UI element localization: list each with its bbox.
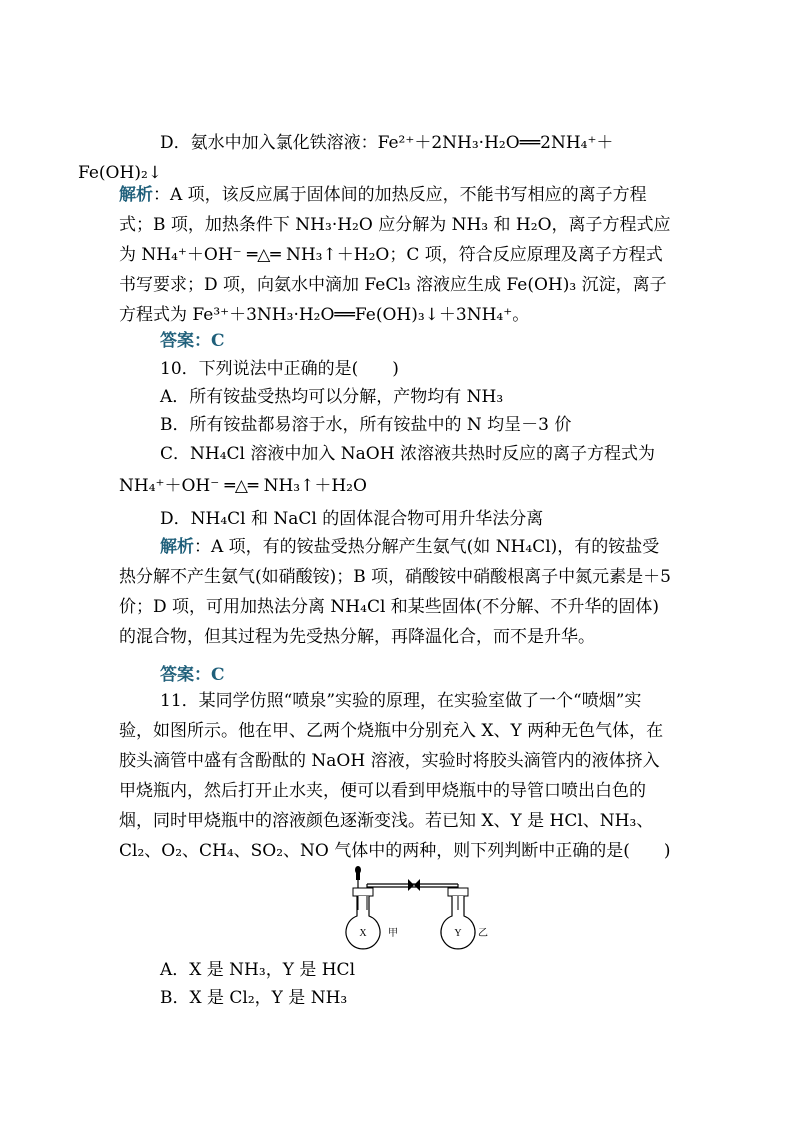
q10-analysis-text: ：A 项，有的铵盐受热分解产生氨气(如 NH₄Cl)，有的铵盐受热分解不产生氨气(如硝酸铵)；B 项，硝酸铵中硝酸根离子中氮元素是＋5 价；D 项，可用加热法分离 NH₄Cl 和某些固体(不分解、不升华的固体)的混合物，但其过程为先受热分解，再降温化合，而不是升华。 bbox=[119, 537, 671, 647]
q10-analysis bbox=[119, 532, 674, 652]
flask-y-label: Y bbox=[454, 928, 462, 939]
q10-stem-text: 10．下列说法中正确的是( ) bbox=[160, 359, 399, 379]
flask-jia-label: 甲 bbox=[388, 928, 398, 939]
q9-analysis-label: 解析 bbox=[119, 185, 153, 205]
q10-option-c-text: C．NH₄Cl 溶液中加入 NaOH 浓溶液共热时反应的离子方程式为 NH₄⁺＋OH⁻ ═△═ NH₃↑＋H₂O bbox=[119, 444, 655, 496]
q11-option-a bbox=[119, 955, 674, 985]
q10-answer-text: 答案：C bbox=[160, 665, 225, 685]
flask-jia-stopper bbox=[353, 888, 373, 896]
q10-option-b bbox=[119, 410, 674, 440]
q9-analysis-block bbox=[119, 150, 674, 330]
q10-analysis-label: 解析 bbox=[160, 537, 194, 557]
q9-answer-text: 答案：C bbox=[160, 331, 225, 351]
q9-option-d-line2: Fe(OH)₂↓ bbox=[78, 163, 163, 183]
q11-option-b-text: B．X 是 Cl₂，Y 是 NH₃ bbox=[160, 988, 348, 1008]
q10-stem bbox=[119, 354, 674, 384]
q11-stem bbox=[119, 686, 674, 866]
q10-option-d-text: D．NH₄Cl 和 NaCl 的固体混合物可用升华法分离 bbox=[160, 509, 544, 529]
q10-option-a-text: A．所有铵盐受热均可以分解，产物均有 NH₃ bbox=[160, 387, 504, 407]
flask-x-label: X bbox=[359, 928, 367, 939]
flask-jia bbox=[346, 896, 380, 949]
clamp-icon bbox=[408, 879, 420, 891]
apparatus-diagram bbox=[340, 866, 500, 954]
q11-stem-text: 11．某同学仿照“喷泉”实验的原理，在实验室做了一个“喷烟”实验，如图所示。他在甲、乙两个烧瓶中分别充入 X、Y 两种无色气体，在胶头滴管中盛有含酚酞的 NaOH 溶液，实验时将胶头滴管内的液体挤入甲烧瓶内，然后打开止水夹，便可以看到甲烧瓶中的导管口喷出白色的烟，同时甲烧瓶中的溶液颜色逐渐变浅。若已知 X、Y 是 HCl、NH₃、Cl₂、O₂、CH₄、SO₂、NO 气体中的两种，则下列判断中正确的是( ) bbox=[119, 691, 671, 861]
q9-option-d-line1: D．氨水中加入氯化铁溶液：Fe²⁺＋2NH₃·H₂O══2NH₄⁺＋ bbox=[160, 133, 614, 153]
q9-answer bbox=[119, 326, 674, 356]
q10-option-d bbox=[119, 504, 674, 534]
fountain-apparatus-figure bbox=[340, 866, 500, 954]
q10-option-a bbox=[119, 382, 674, 412]
q10-option-c bbox=[119, 438, 674, 502]
q11-option-a-text: A．X 是 NH₃，Y 是 HCl bbox=[160, 960, 356, 980]
q9-analysis-text: ：A 项，该反应属于固体间的加热反应，不能书写相应的离子方程式；B 项，加热条件下 NH₃·H₂O 应分解为 NH₃ 和 H₂O，离子方程式应为 NH₄⁺＋OH⁻ ═△═ NH₃↑＋H₂O；C 项，符合反应原理及离子方程式书写要求；D 项，向氨水中滴加 FeCl₃ 溶液应生成 Fe(OH)₃ 沉淀，离子方程式为 Fe³⁺＋3NH₃·H₂O══Fe(OH)₃↓＋3NH₄⁺。 bbox=[119, 185, 671, 325]
q11-option-b bbox=[119, 983, 674, 1013]
flask-yi-stopper bbox=[448, 888, 468, 896]
q10-option-b-text: B．所有铵盐都易溶于水，所有铵盐中的 N 均呈－3 价 bbox=[160, 415, 572, 435]
flask-yi-label: 乙 bbox=[478, 928, 488, 939]
